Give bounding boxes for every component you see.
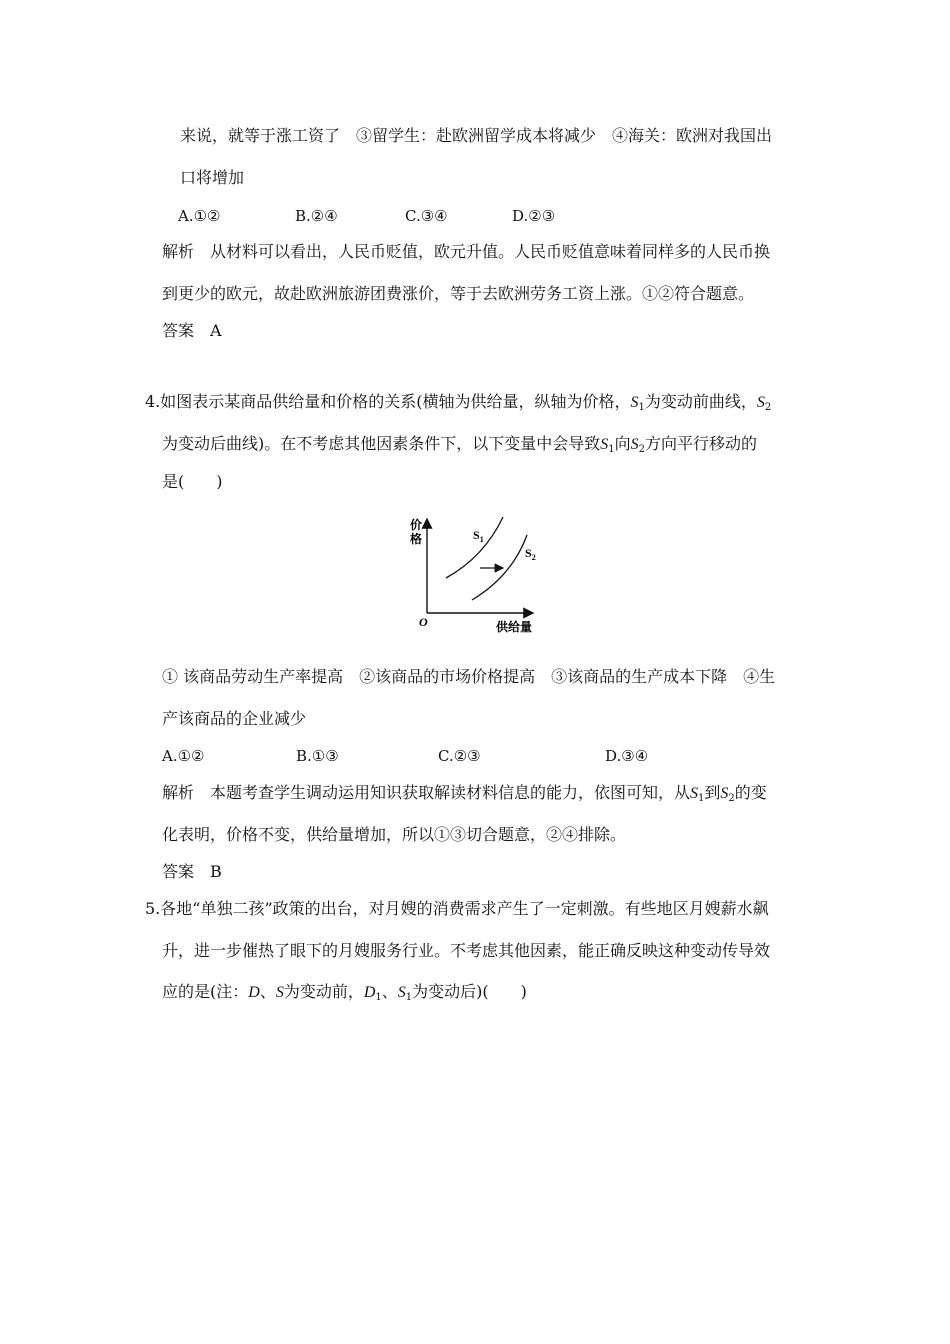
sub-1: 1 — [698, 793, 705, 804]
q5-l3-a: 应的是(注： — [162, 982, 249, 1001]
q4-analysis-label: 解析 — [162, 783, 195, 802]
var-d: D — [248, 984, 260, 1001]
q4-answer-label: 答案 — [162, 862, 195, 881]
sub-2: 2 — [764, 402, 772, 413]
q5-l3-e: 为变动后)( ) — [412, 982, 527, 1001]
q4-l2-b: 向 — [614, 434, 631, 453]
q3-answer-label: 答案 — [162, 321, 195, 340]
q4-option-b: B.①③ — [296, 747, 339, 765]
var-s: S — [630, 436, 639, 453]
var-s: S — [275, 984, 284, 1001]
q4-an1-b: 到 — [704, 783, 721, 802]
q5-l3-b: 、 — [259, 982, 276, 1001]
q3-option-b: B.②④ — [295, 207, 338, 225]
sub-1: 1 — [638, 402, 645, 413]
sub-2: 2 — [638, 444, 646, 455]
q4-l1-b: 为变动前曲线， — [644, 392, 757, 411]
q4-an1-a: 本题考查学生调动运用知识获取解读材料信息的能力，依图可知，从 — [210, 783, 691, 802]
q5-l3-c: 为变动前， — [283, 982, 364, 1001]
q4-answer-value: B — [210, 862, 222, 881]
supply-curve-graph — [400, 505, 550, 640]
origin-label: O — [419, 615, 428, 629]
curve-s2-label: $S_2$ — [525, 546, 536, 562]
q5-text-line1: 5.各地“单独二孩”政策的出台，对月嫂的消费需求产生了一定刺激。有些地区月嫂薪水飙 — [145, 899, 769, 918]
q4-analysis-line1 — [162, 783, 767, 804]
q4-option-c: C.②③ — [438, 747, 481, 765]
q4-text-line1 — [145, 392, 771, 413]
q3-text-line2: 口将增加 — [180, 168, 245, 187]
q4-l2-a: 为变动后曲线)。在不考虑其他因素条件下，以下变量中会导致 — [162, 434, 601, 453]
q4-answer — [162, 862, 222, 882]
q3-option-c: C.③④ — [405, 207, 448, 225]
sub-1: 1 — [375, 992, 382, 1003]
q4-option-a: A.①② — [162, 747, 205, 765]
q3-answer — [162, 321, 222, 341]
q3-analysis-text: 从材料可以看出，人民币贬值，欧元升值。人民币贬值意味着同样多的人民币换 — [210, 242, 771, 261]
var-s: S — [397, 984, 406, 1001]
q5-text-line3 — [162, 982, 527, 1003]
var-s: S — [600, 436, 609, 453]
q4-analysis-line2: 化表明，价格不变，供给量增加，所以①③切合题意，②④排除。 — [162, 825, 627, 844]
q4-text-line2 — [162, 434, 757, 455]
x-axis-label: 供给量 — [496, 620, 533, 634]
curve-s1-label: $S_1$ — [473, 528, 484, 544]
q4-statements-line1: ① 该商品劳动生产率提高 ②该商品的市场价格提高 ③该商品的生产成本下降 ④生 — [162, 667, 776, 686]
sub-1: 1 — [608, 444, 615, 455]
q4-text-line3: 是( ) — [162, 472, 223, 491]
q3-analysis-line2: 到更少的欧元，故赴欧洲旅游团费涨价，等于去欧洲劳务工资上涨。①②符合题意。 — [162, 284, 755, 303]
var-s: S — [690, 785, 699, 802]
q4-option-d: D.③④ — [605, 747, 649, 765]
sub-1: 1 — [405, 992, 413, 1003]
q3-analysis-line1 — [162, 242, 770, 262]
q3-option-a: A.①② — [178, 207, 221, 225]
q5-text-line2: 升，进一步催热了眼下的月嫂服务行业。不考虑其他因素，能正确反映这种变动传导效 — [162, 941, 771, 960]
y-axis-label-1: 价 — [410, 518, 423, 532]
q5-l3-d: 、 — [381, 982, 398, 1001]
q4-l1-a: 4.如图表示某商品供给量和价格的关系(横轴为供给量，纵轴为价格， — [145, 392, 631, 411]
q3-option-d: D.②③ — [512, 207, 556, 225]
sub-2: 2 — [728, 793, 735, 804]
curve-s1 — [446, 517, 503, 578]
var-d: D — [363, 984, 376, 1001]
q4-an1-c: 的变 — [734, 783, 767, 802]
q4-l2-c: 方向平行移动的 — [645, 434, 758, 453]
q3-text-line1: 来说，就等于涨工资了 ③留学生：赴欧洲留学成本将减少 ④海关：欧洲对我国出 — [180, 126, 773, 145]
var-s: S — [756, 394, 765, 411]
y-axis-label-2: 格 — [410, 532, 423, 546]
q4-statements-line2: 产该商品的企业减少 — [162, 709, 307, 728]
q3-answer-value: A — [210, 321, 222, 340]
var-s: S — [720, 785, 729, 802]
q3-analysis-label: 解析 — [162, 242, 195, 261]
var-s: S — [630, 394, 639, 411]
